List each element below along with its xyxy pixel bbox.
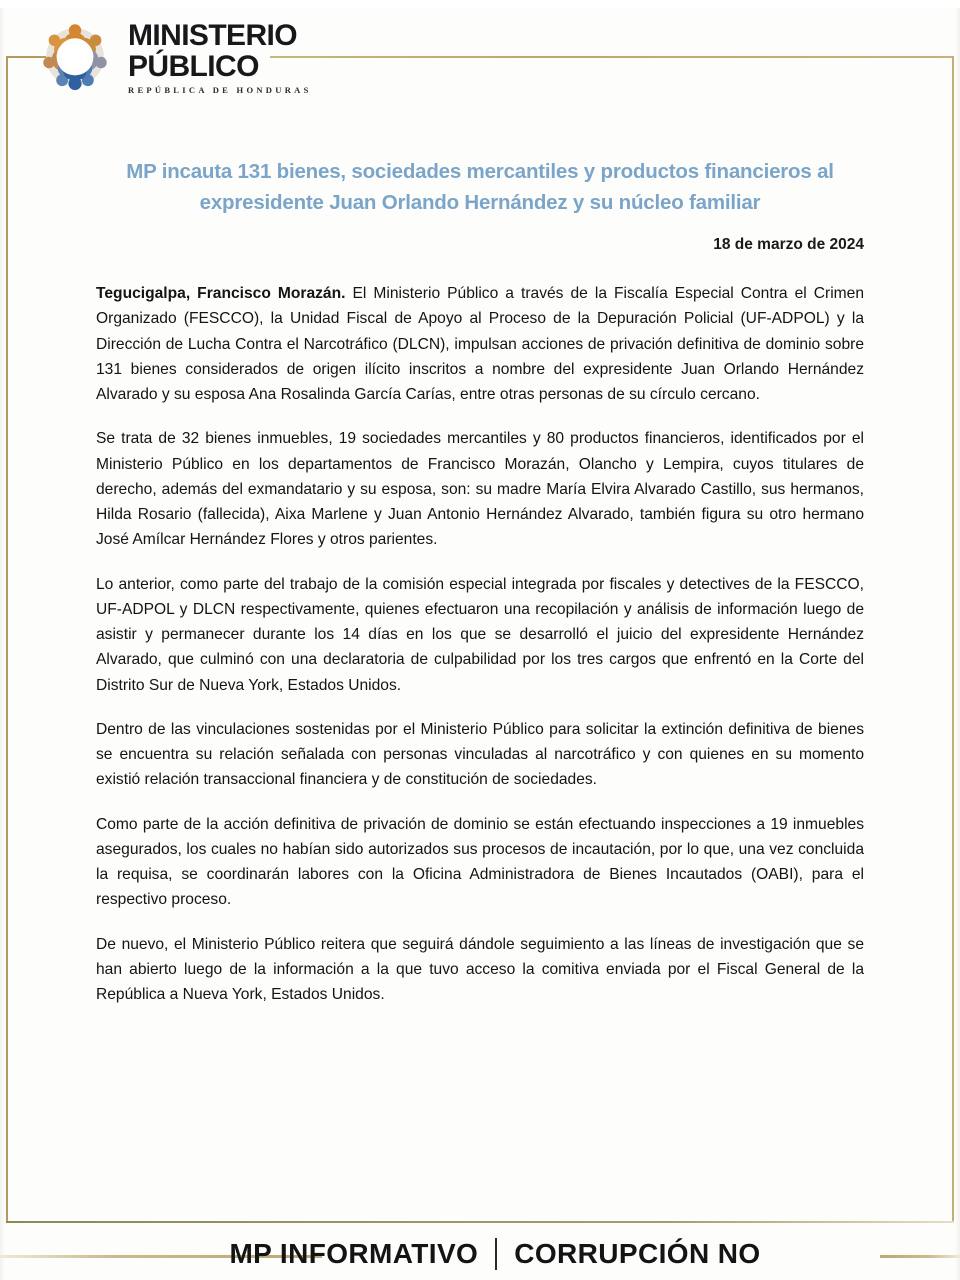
org-name-line-2: PÚBLICO [128, 49, 259, 83]
paragraph-2: Se trata de 32 bienes inmuebles, 19 sociedades mercantiles y 80 productos financieros, identificados por el Ministerio Público en los departamentos de Francisco Morazán, Olancho y Lempira, cuyos titulares de derecho, además del exmandatario y su esposa, son: su madre María Elvira Alvarado Castillo, sus hermanos, Hilda Rosario (fallecida), Aixa Marlene y Juan Antonio Hernández Alvarado, también figura su otro hermano José Amílcar Hernández Flores y otros parientes. [96, 430, 864, 549]
paragraph-5: Como parte de la acción definitiva de privación de dominio se están efectuando inspecciones a 19 inmuebles asegurados, los cuales no habían sido autorizados sus procesos de incautación, por lo que, una vez concluida la requisa, se coordinarán labores con la Oficina Administradora de Bienes Incautados (OABI), para el respectivo proceso. [96, 815, 864, 909]
masthead [36, 18, 312, 96]
page-top-strip [0, 0, 960, 8]
frame-rule-top-right [270, 56, 954, 58]
footer-label-corrupcion-no: CORRUPCIÓN NO [514, 1238, 761, 1269]
paragraph-3: Lo anterior, como parte del trabajo de la comisión especial integrada por fiscales y detectives de la FESCCO, UF-ADPOL y DLCN respectivamente, quienes efectuaron una recopilación y análisis de información luego de asistir y permanecer durante los 14 días en los que se desarrolló el juicio del expresidente Hernández Alvarado, que culminó con una declaratoria de culpabilidad por los tres cargos que enfrentó en la Corte del Distrito Sur de Nueva York, Estados Unidos. [96, 575, 864, 694]
frame-rule-left [6, 57, 8, 1223]
frame-rule-bottom [6, 1221, 954, 1223]
organization-wordmark [128, 19, 312, 95]
footer-slogan [229, 1238, 760, 1270]
paragraph-6: De nuevo, el Ministerio Público reitera que seguirá dándole seguimiento a las líneas de investigación que se han abierto luego de la información a la que tuvo acceso la comitiva enviada por el Fiscal General de la República a Nueva York, Estados Unidos. [96, 935, 864, 1003]
footer-label-informativo: MP INFORMATIVO [229, 1238, 479, 1269]
dateline-lead-in: Tegucigalpa, Francisco Morazán. [96, 285, 346, 302]
paragraph-4: Dentro de las vinculaciones sostenidas por el Ministerio Público para solicitar la extinción definitiva de bienes se encuentra su relación señalada con personas vinculadas al narcotráfico y con quienes en su momento existió relación transaccional financiera y de constitución de sociedades. [96, 720, 864, 789]
paragraph-1-text: El Ministerio Público a través de la Fiscalía Especial Contra el Crimen Organizado (FESCCO), la Unidad Fiscal de Apoyo al Proceso de la Depuración Policial (UF-ADPOL) y la Dirección de Lucha Contra el Narcotráfico (DLCN), impulsan acciones de privación definitiva de dominio sobre 131 bienes considerados de origen ilícito inscritos a nombre del expresidente Juan Orlando Hernández Alvarado y su esposa Ana Rosalinda García Carías, entre otras personas de su círculo cercano. [96, 285, 864, 403]
paragraph-1 [96, 281, 864, 407]
frame-rule-right [952, 57, 954, 1223]
footer-banner [0, 1228, 960, 1280]
page-title: MP incauta 131 bienes, sociedades mercantiles y productos financieros al expresidente Juan Orlando Hernández y su núcleo familiar [126, 159, 834, 214]
org-name-line-1: MINISTERIO [128, 19, 298, 53]
footer-rule-right [880, 1255, 960, 1258]
org-subtitle: REPÚBLICA DE HONDURAS [128, 84, 312, 95]
footer-divider [495, 1238, 497, 1270]
circle-of-people-icon [36, 18, 114, 96]
publication-date: 18 de marzo de 2024 [713, 236, 864, 253]
page-edge-shadow-right [954, 0, 960, 1280]
article-body [96, 281, 864, 1007]
